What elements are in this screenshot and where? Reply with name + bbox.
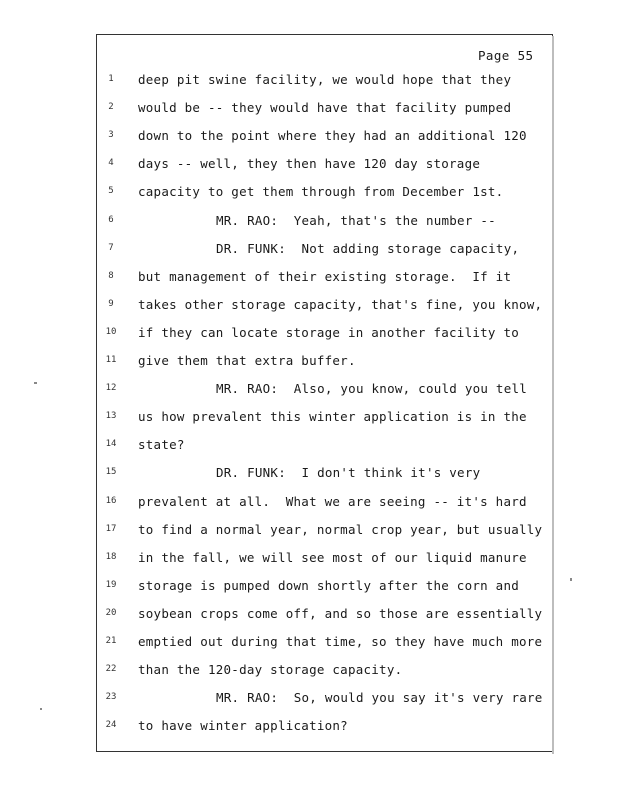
page-edge-shadow — [552, 36, 554, 754]
margin-speck — [570, 578, 572, 581]
line-number: 11 — [105, 355, 117, 365]
transcript-line: DR. FUNK: I don't think it's very — [216, 465, 481, 480]
page-number: Page 55 — [478, 48, 534, 63]
transcript-line: prevalent at all. What we are seeing -- it's hard — [138, 494, 527, 509]
line-number: 10 — [105, 327, 117, 337]
transcript-line: us how prevalent this winter application is in the — [138, 409, 527, 424]
transcript-line: but management of their existing storage. If it — [138, 269, 512, 284]
line-number: 2 — [108, 102, 114, 112]
line-number: 23 — [105, 692, 117, 702]
line-number: 13 — [105, 411, 117, 421]
transcript-line: emptied out during that time, so they have much more — [138, 634, 543, 649]
line-number: 20 — [105, 608, 117, 618]
transcript-line: storage is pumped down shortly after the corn and — [138, 578, 520, 593]
line-number: 16 — [105, 496, 117, 506]
transcript-line: soybean crops come off, and so those are essentially — [138, 606, 543, 621]
line-number: 7 — [108, 243, 114, 253]
transcript-line: MR. RAO: Also, you know, could you tell — [216, 381, 528, 396]
transcript-line: to find a normal year, normal crop year, but usually — [138, 522, 543, 537]
line-number: 9 — [108, 299, 114, 309]
line-number: 19 — [105, 580, 117, 590]
line-number: 17 — [105, 524, 117, 534]
transcript-line: in the fall, we will see most of our liquid manure — [138, 550, 527, 565]
line-number: 3 — [108, 130, 114, 140]
transcript-line: capacity to get them through from December 1st. — [138, 184, 504, 199]
transcript-line: MR. RAO: Yeah, that's the number -- — [216, 213, 496, 228]
line-number: 8 — [108, 271, 114, 281]
transcript-line: to have winter application? — [138, 718, 348, 733]
line-number: 24 — [105, 720, 117, 730]
margin-speck — [40, 708, 42, 710]
line-number: 4 — [108, 158, 114, 168]
line-number: 1 — [108, 74, 114, 84]
line-number: 15 — [105, 467, 117, 477]
line-number: 6 — [108, 215, 114, 225]
line-number: 22 — [105, 664, 117, 674]
line-number: 14 — [105, 439, 117, 449]
line-number: 18 — [105, 552, 117, 562]
line-number: 12 — [105, 383, 117, 393]
transcript-line: deep pit swine facility, we would hope that they — [138, 72, 512, 87]
transcript-line: state? — [138, 437, 185, 452]
transcript-line: if they can locate storage in another facility to — [138, 325, 520, 340]
transcript-line: MR. RAO: So, would you say it's very rare — [216, 690, 543, 705]
transcript-line: would be -- they would have that facility pumped — [138, 100, 512, 115]
line-number: 21 — [105, 636, 117, 646]
transcript-line: than the 120-day storage capacity. — [138, 662, 403, 677]
margin-speck — [34, 382, 37, 384]
transcript-line: takes other storage capacity, that's fine, you know, — [138, 297, 543, 312]
transcript-line: DR. FUNK: Not adding storage capacity, — [216, 241, 520, 256]
transcript-line: give them that extra buffer. — [138, 353, 356, 368]
transcript-line: down to the point where they had an additional 120 — [138, 128, 527, 143]
transcript-line: days -- well, they then have 120 day storage — [138, 156, 481, 171]
line-number: 5 — [108, 186, 114, 196]
